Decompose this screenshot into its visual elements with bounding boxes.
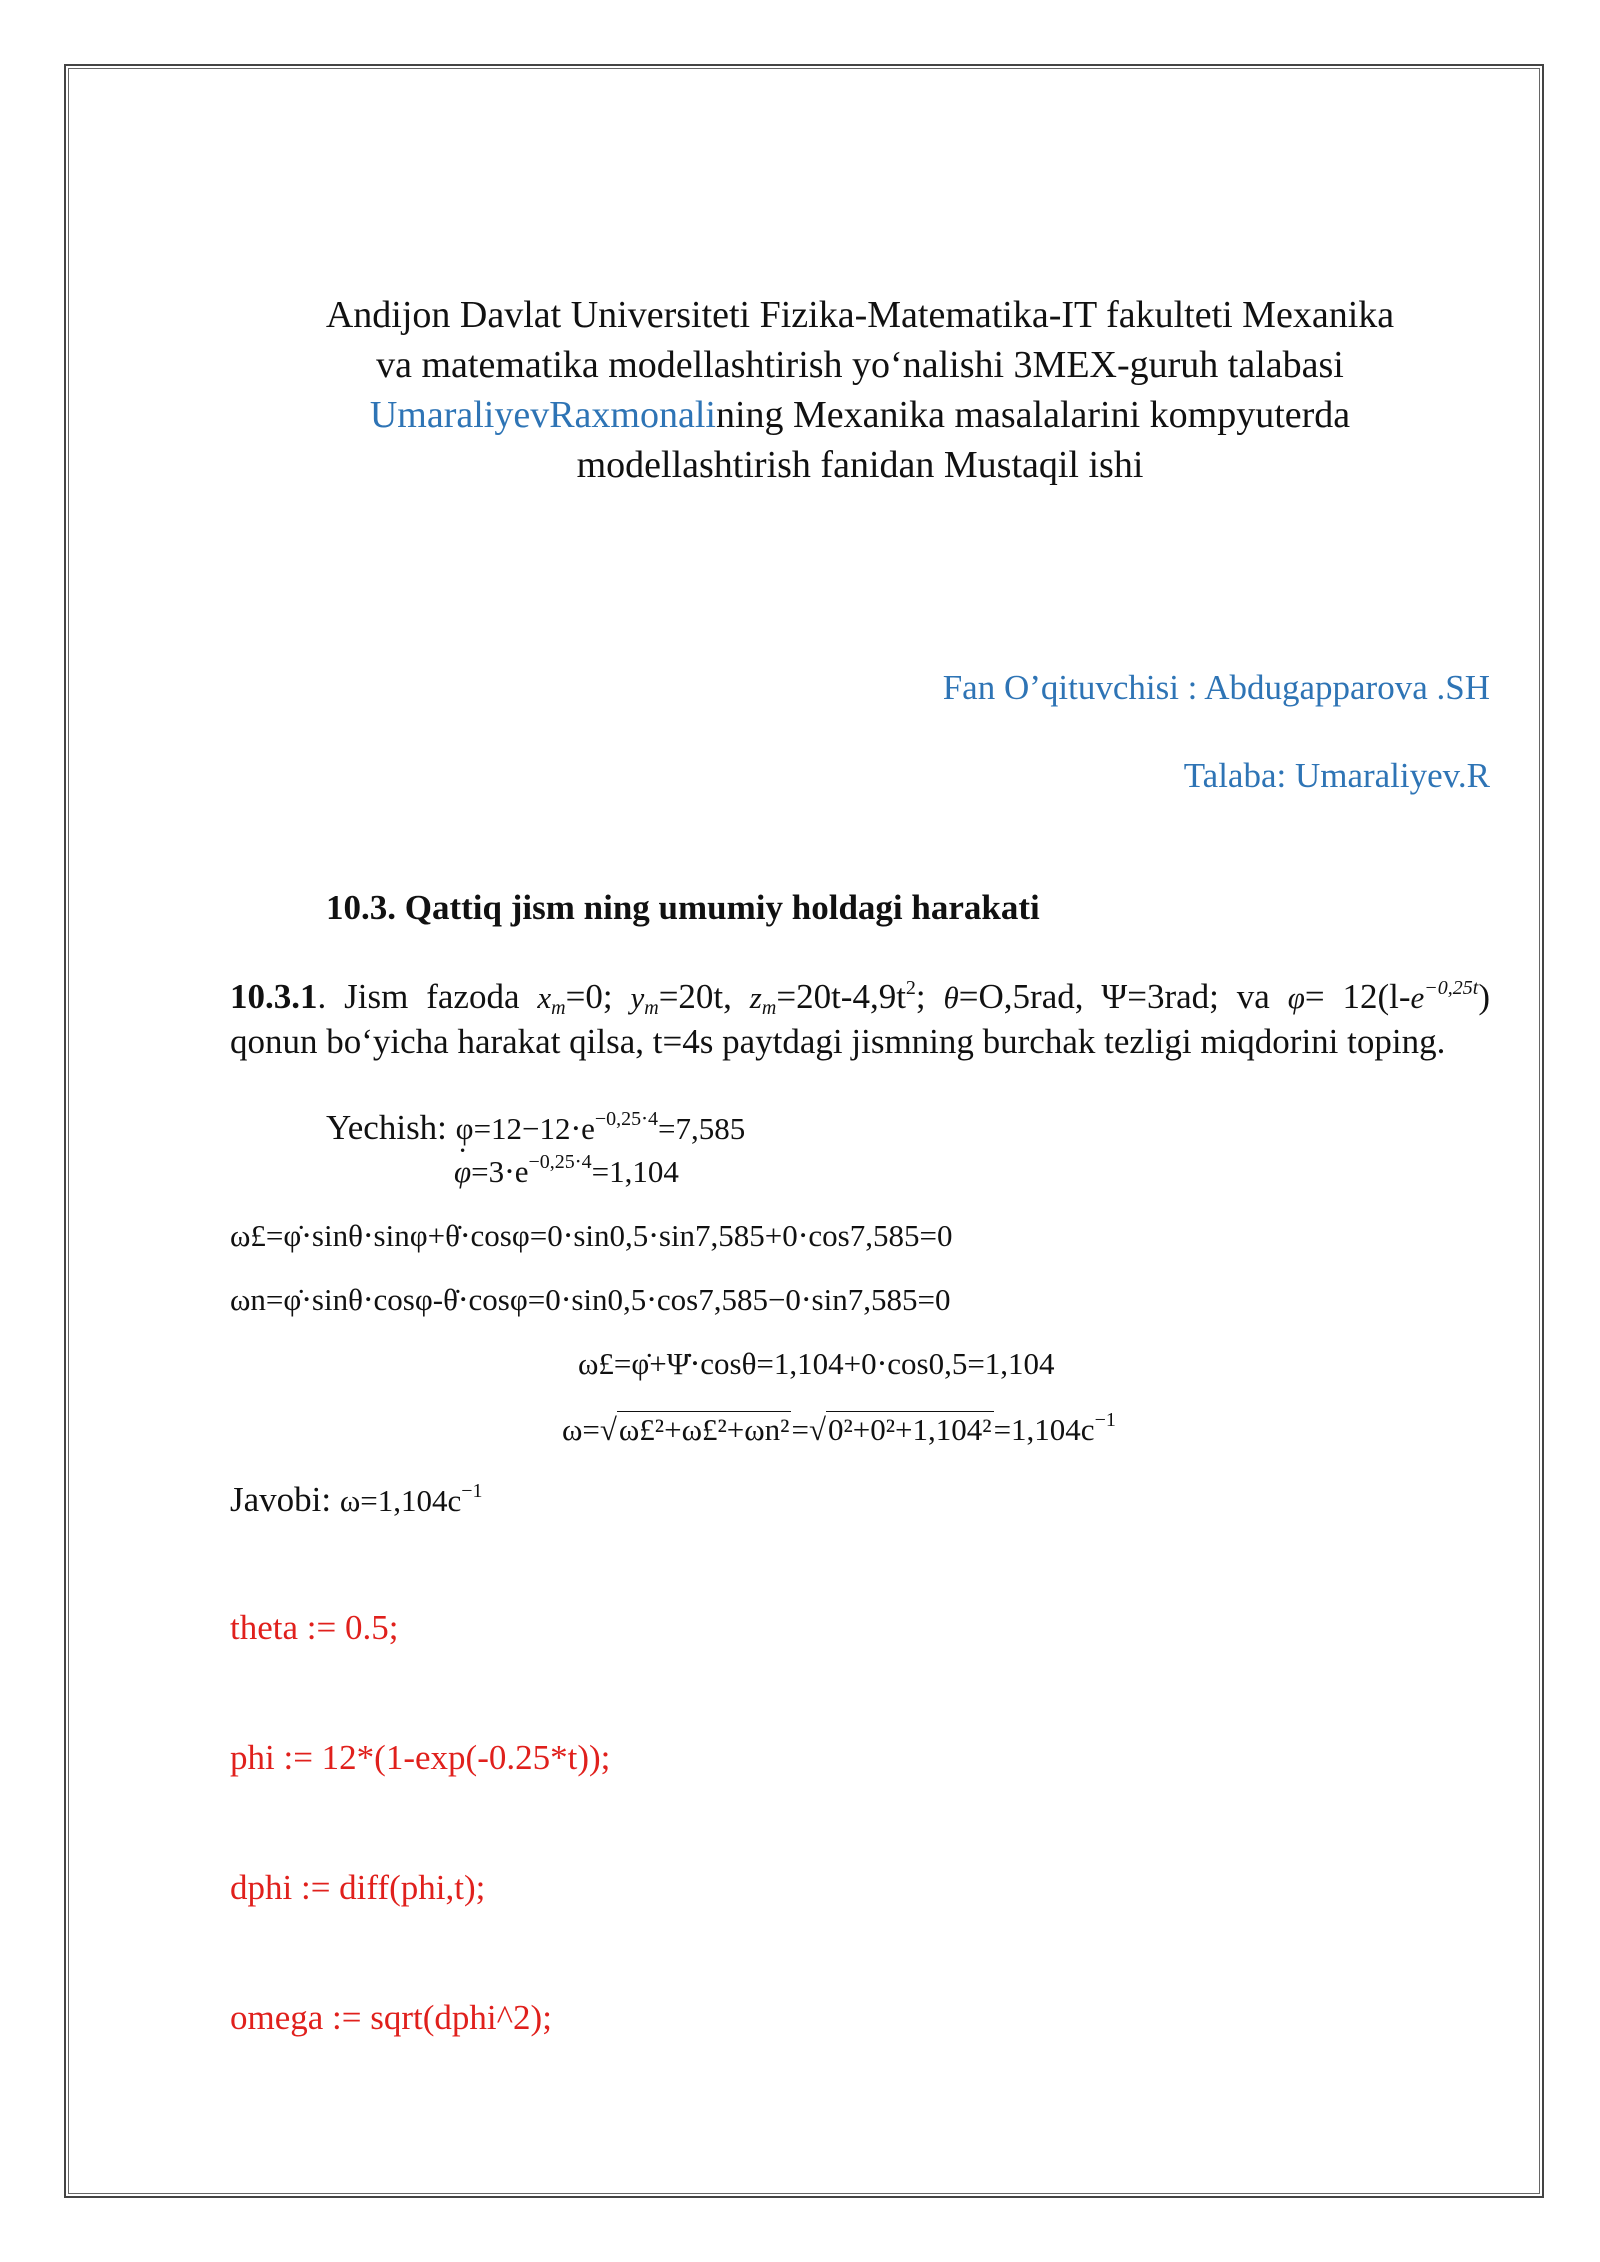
equation-omega-zeta: ω£=φ̇+Ψ̇⋅cosθ=1,104+0⋅cos0,5=1,104	[578, 1346, 1055, 1381]
section-heading: 10.3. Qattiq jism ning umumiy holdagi harakati	[326, 888, 1040, 927]
problem-statement: 10.3.1. Jism fazoda $x_m=0$; $y_m=20t$, $z_m=20t-4,9t^2$; θ=O,5rad, Ψ=3rad; va $\varphi= 12(l-e^{-0,25t})$ qonun bo‘yicha harakat qilsa, t=4s paytdagi jismning burchak tezligi miqdorini toping.	[230, 977, 1490, 1061]
student-name-highlight: UmaraliyevRaxmonali	[369, 394, 716, 436]
title-line-3: UmaraliyevRaxmonalining Mexanika masalalarini kompyuterda	[369, 394, 1351, 436]
code-line-4: omega := sqrt(dphi^2);	[230, 1998, 552, 2037]
answer-line: Javobi: $\omega=1,104c^{-1}$	[230, 1480, 483, 1519]
radicand-1: ω£²+ω£²+ωn²	[618, 1412, 790, 1447]
title-line-2: va matematika modellashtirish yo‘nalishi 3MEX-guruh talabasi	[376, 344, 1344, 386]
answer-label: Javobi:	[230, 1480, 340, 1519]
equation-phi: $\varphi=12-12\cdot e^{-0,25\cdot 4}=7,585$	[455, 1108, 746, 1146]
equation-omega-total: $\omega=√\omega£^2+\omega£^2+\omega n^2=√0^2+0^2+1,104^2=1,104c^{-1}$	[562, 1409, 1116, 1447]
solution-label: Yechish:	[326, 1108, 456, 1147]
sqrt-sign: √	[599, 1412, 617, 1447]
code-line-2: phi := 12*(1-exp(-0.25*t));	[230, 1738, 611, 1777]
document-title	[230, 290, 1490, 490]
radicand-2: 0²+0²+1,104²	[827, 1412, 992, 1447]
equation-omega-eta: ωn=φ̇⋅sinθ⋅cosφ-θ̇⋅cosφ=0⋅sin0,5⋅cos7,585−0⋅sin7,585=0	[230, 1282, 951, 1317]
title-line-4: modellashtirish fanidan Mustaqil ishi	[576, 444, 1144, 486]
code-line-1: theta := 0.5;	[230, 1608, 399, 1647]
code-line-3: dphi := diff(phi,t);	[230, 1868, 486, 1907]
sqrt-sign: √	[808, 1412, 826, 1447]
equation-dphi: · $\varphi=3\cdot e^{-0,25\cdot 4}=1,104$	[454, 1154, 679, 1190]
teacher-line: Fan O’qituvchisi : Abdugapparova .SH	[942, 668, 1490, 707]
student-line: Talaba: Umaraliyev.R	[1183, 756, 1490, 795]
title-line-1: Andijon Davlat Universiteti Fizika-Matematika-IT fakulteti Mexanika	[325, 294, 1395, 336]
problem-number: 10.3.1	[230, 977, 318, 1016]
equation-omega-xi: ω£=φ̇⋅sinθ⋅sinφ+θ̇⋅cosφ=0⋅sin0,5⋅sin7,585+0⋅cos7,585=0	[230, 1218, 953, 1253]
answer-value: ω=1,104c	[339, 1483, 462, 1518]
solution-line-1	[326, 1108, 745, 1148]
